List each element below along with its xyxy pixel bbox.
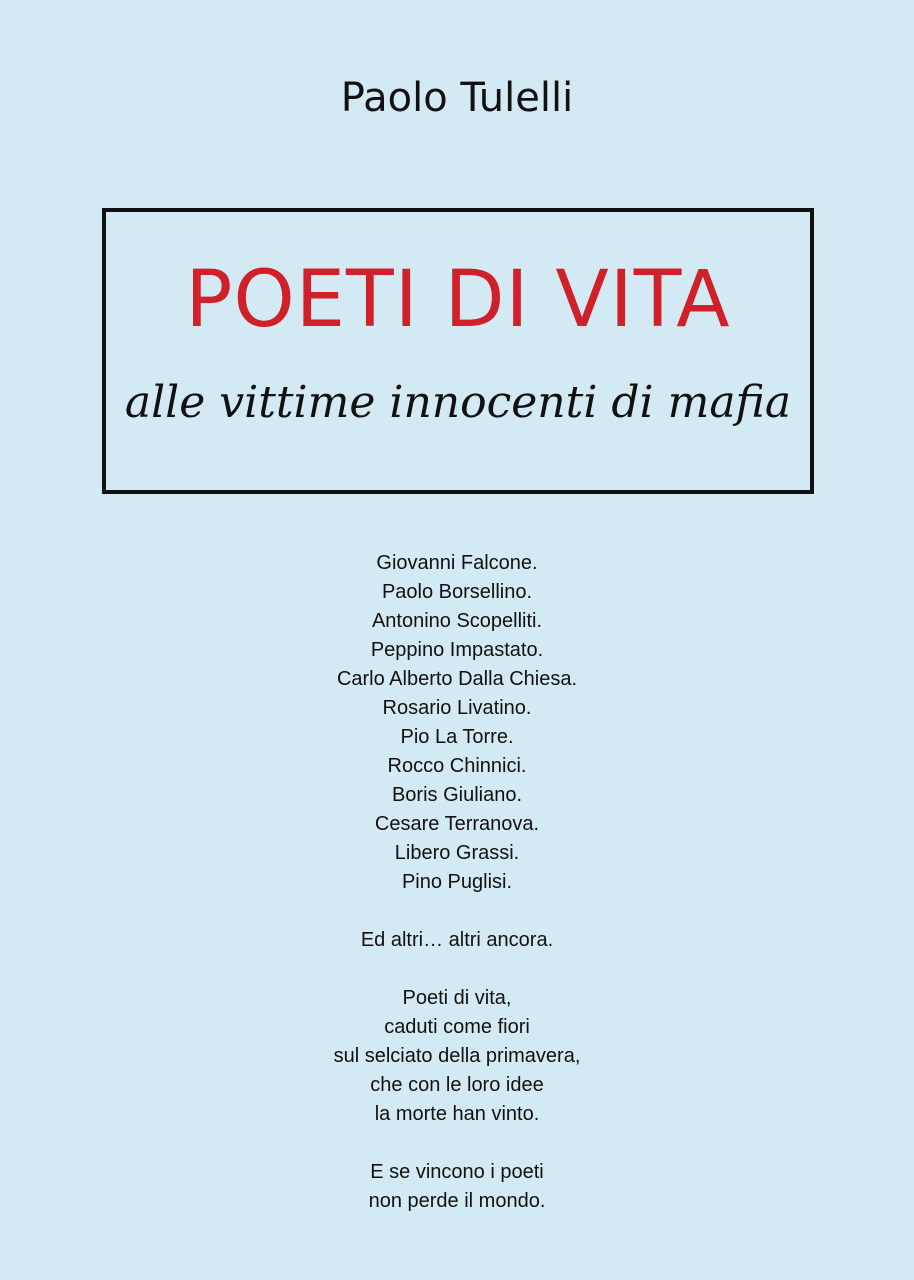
author-name: Paolo Tulelli [340, 75, 574, 121]
book-subtitle: alle vittime innocenti di mafia [124, 377, 792, 428]
stanza-vita [0, 984, 914, 1129]
poem-line: Libero Grassi. [394, 842, 520, 864]
stanza-closing [0, 1158, 914, 1216]
title-box [102, 208, 814, 494]
poem-line: Giovanni Falcone. [376, 552, 538, 574]
poem-line: sul selciato della primavera, [333, 1045, 581, 1067]
poem-line: Antonino Scopelliti. [371, 610, 543, 632]
poem-line: Peppino Impastato. [370, 639, 544, 661]
poem-line: Poeti di vita, [402, 987, 512, 1009]
poem-line: Pio La Torre. [400, 726, 514, 748]
poem-line: caduti come fiori [384, 1016, 530, 1038]
poem [0, 549, 914, 1245]
poem-line: Paolo Borsellino. [381, 581, 533, 603]
poem-line: Cesare Terranova. [374, 813, 540, 835]
poem-line: Boris Giuliano. [391, 784, 523, 806]
poem-line: che con le loro idee [370, 1074, 544, 1096]
stanza-others [0, 926, 914, 955]
poem-line: E se vincono i poeti [370, 1161, 544, 1183]
poem-line: la morte han vinto. [374, 1103, 540, 1125]
poem-line: Rosario Livatino. [382, 697, 532, 719]
poem-line: Rocco Chinnici. [387, 755, 527, 777]
poem-line: non perde il mondo. [368, 1190, 546, 1212]
stanza-names [0, 549, 914, 897]
poem-line: Carlo Alberto Dalla Chiesa. [336, 668, 578, 690]
poem-line: Ed altri… altri ancora. [360, 929, 554, 951]
book-title: POETI DI VITA [185, 255, 731, 345]
poem-line: Pino Puglisi. [401, 871, 513, 893]
